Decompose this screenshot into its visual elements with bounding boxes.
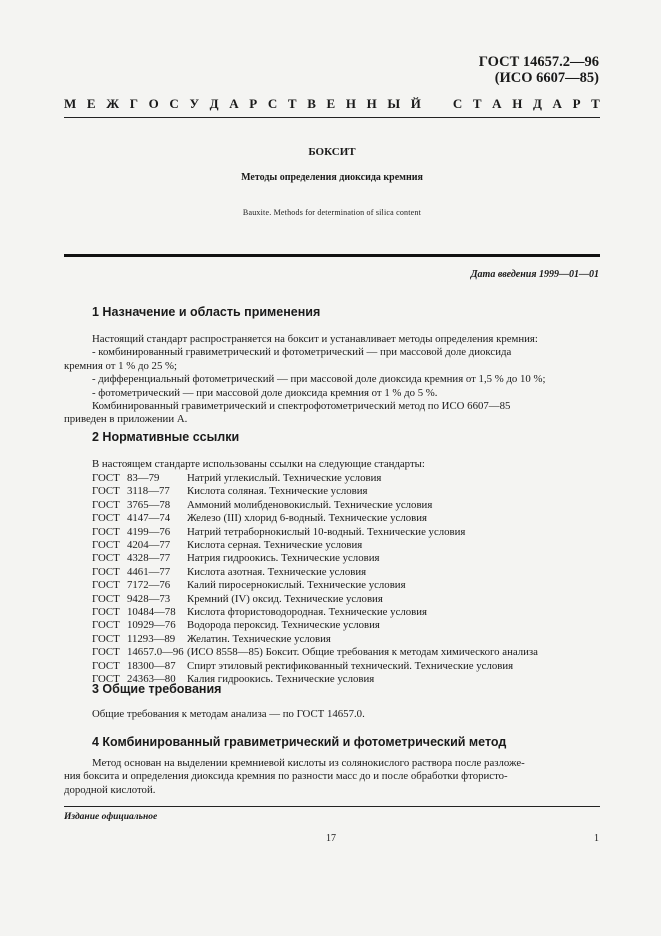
reference-title: Кремний (IV) оксид. Технические условия: [187, 592, 383, 605]
reference-item: [92, 472, 600, 485]
heading-letter: С: [267, 96, 278, 111]
reference-title: Натрия гидроокись. Технические условия: [187, 552, 380, 565]
top-rule: [64, 117, 600, 118]
reference-prefix: ГОСТ: [92, 673, 120, 686]
section-1-line: приведен в приложении А.: [64, 413, 188, 426]
heading-letter: Й: [410, 96, 421, 111]
reference-prefix: ГОСТ: [92, 579, 120, 592]
reference-prefix: ГОСТ: [92, 565, 120, 578]
reference-title: Кислота соляная. Технические условия: [187, 485, 368, 498]
reference-title: Натрий тетраборнокислый 10-водный. Технические условия: [187, 525, 466, 538]
reference-item: [92, 593, 600, 606]
reference-title: Натрий углекислый. Технические условия: [187, 472, 382, 484]
official-edition-label: Издание официальное: [64, 812, 158, 822]
reference-item: [92, 539, 600, 552]
heading-letter: А: [492, 96, 502, 111]
heading-letter: Т: [591, 96, 600, 111]
reference-title: Кислота серная. Технические условия: [187, 539, 363, 552]
reference-title: (ИСО 8558—85) Боксит. Общие требования к методам химического анализа: [187, 646, 538, 659]
gost-code-block: [479, 54, 599, 86]
gost-number: ГОСТ 14657.2—96: [478, 54, 599, 70]
reference-prefix: ГОСТ: [92, 632, 120, 645]
reference-item: [92, 606, 600, 619]
heading-letter: У: [189, 96, 199, 111]
heading-letter: Д: [209, 96, 219, 111]
heading-letter: О: [148, 96, 159, 111]
heading-letter: Е: [326, 96, 336, 111]
section-2-intro: [92, 458, 600, 471]
reference-prefix: ГОСТ: [92, 498, 120, 511]
reference-item: [92, 485, 600, 498]
section-4-line: дородной кислотой.: [64, 783, 156, 796]
heading-letter: С: [452, 96, 463, 111]
reference-prefix: ГОСТ: [92, 485, 120, 498]
reference-item: [92, 526, 600, 539]
reference-item: [92, 633, 600, 646]
reference-number: 14657.0—96: [127, 646, 184, 659]
reference-item: [92, 619, 600, 632]
heading-letter: Р: [572, 96, 581, 111]
heading-letter: Е: [86, 96, 96, 111]
reference-number: 3765—78: [127, 498, 171, 511]
heading-letter: Н: [345, 96, 356, 111]
reference-number: 18300—87: [127, 659, 176, 672]
reference-number: 24363—80: [127, 673, 176, 686]
section-4-body: [64, 757, 600, 797]
heading-letter: Т: [287, 96, 297, 111]
reference-prefix: ГОСТ: [92, 592, 120, 605]
section-4-heading: 4 Комбинированный гравиметрический и фотометрический метод: [92, 735, 507, 749]
heading-letter: С: [169, 96, 179, 111]
section-3-heading: 3 Общие требования: [92, 682, 222, 696]
section-2-heading: 2 Нормативные ссылки: [92, 430, 240, 444]
reference-prefix: ГОСТ: [92, 619, 120, 632]
reference-prefix: ГОСТ: [92, 659, 120, 672]
reference-prefix: ГОСТ: [92, 512, 120, 525]
reference-title: Водорода пероксид. Технические условия: [187, 619, 380, 632]
heading-letter: А: [552, 96, 562, 111]
heading-letter: Т: [472, 96, 482, 111]
footer-rule: [64, 806, 600, 807]
heading-letter: А: [229, 96, 239, 111]
reference-item: [92, 566, 600, 579]
heading-letter: Г: [129, 96, 139, 111]
introduction-date: Дата введения 1999—01—01: [470, 269, 599, 280]
reference-number: 4204—77: [127, 539, 171, 552]
reference-prefix: ГОСТ: [92, 552, 120, 565]
reference-item: [92, 512, 600, 525]
heading-letter: Ж: [106, 96, 120, 111]
reference-title: Железо (III) хлорид 6-водный. Технические условия: [187, 512, 427, 525]
reference-title: Кислота азотная. Технические условия: [187, 565, 367, 578]
heading-letter: В: [307, 96, 316, 111]
reference-title: Калий пиросернокислый. Технические условия: [187, 579, 406, 592]
section-1-line: Комбинированный гравиметрический и спектрофотометрический метод по ИСО 6607—85: [92, 400, 511, 413]
reference-number: 11293—89: [127, 632, 176, 645]
reference-title: Спирт этиловый ректификованный технический. Технические условия: [187, 659, 514, 672]
heading-letter: Д: [532, 96, 542, 111]
reference-item: [92, 646, 600, 659]
reference-item: [92, 499, 600, 512]
heading-letter: Р: [249, 96, 258, 111]
reference-title: Аммоний молибденовокислый. Технические условия: [187, 498, 433, 511]
reference-prefix: ГОСТ: [92, 606, 120, 619]
section-4-line: ния боксита и определения диоксида кремния по разности масс до и после обработки фтористо-: [64, 770, 508, 783]
section-1-line: - дифференциальный фотометрический — при массовой доле диоксида кремния от 1,5 % до 10 %;: [92, 373, 546, 386]
reference-number: 4199—76: [127, 525, 171, 538]
heading-letter: М: [64, 96, 77, 111]
sheet-number: 1: [594, 833, 599, 844]
section-1-line: - фотометрический — при массовой доле диоксида кремния от 1 % до 5 %.: [92, 386, 438, 399]
reference-prefix: ГОСТ: [92, 646, 120, 659]
heading-letter: Н: [512, 96, 523, 111]
section-3-line: Общие требования к методам анализа — по ГОСТ 14657.0.: [92, 708, 365, 720]
normative-references-list: [92, 472, 600, 687]
section-1-line: - комбинированный гравиметрический и фотометрический — при массовой доле диоксида: [92, 346, 512, 359]
page-number: 17: [326, 833, 336, 844]
iso-number: (ИСО 6607—85): [494, 70, 599, 86]
section-1-line: кремния от 1 % до 25 %;: [64, 359, 178, 372]
reference-prefix: ГОСТ: [92, 525, 120, 538]
reference-number: 4461—77: [127, 565, 171, 578]
reference-prefix: ГОСТ: [92, 472, 120, 484]
reference-title: Калия гидроокись. Технические условия: [187, 673, 375, 686]
reference-number: 3118—77: [127, 485, 170, 498]
section-2-intro-line: В настоящем стандарте использованы ссылки на следующие стандарты:: [92, 458, 425, 470]
reference-title: Желатин. Технические условия: [187, 632, 331, 645]
reference-number: 4328—77: [127, 552, 171, 565]
heading-letter: Н: [366, 96, 377, 111]
reference-item: [92, 579, 600, 592]
document-title: БОКСИТ: [308, 146, 356, 158]
reference-item: [92, 552, 600, 565]
interstate-standard-heading: [64, 96, 600, 112]
english-title: Bauxite. Methods for determination of silica content: [242, 208, 422, 217]
reference-number: 7172—76: [127, 579, 171, 592]
section-1-heading: 1 Назначение и область применения: [92, 305, 321, 319]
header-divider: [64, 254, 600, 257]
section-3-body: [92, 708, 600, 721]
reference-number: 9428—73: [127, 592, 171, 605]
section-4-line: Метод основан на выделении кремниевой кислоты из солянокислого раствора после разложе-: [92, 757, 525, 769]
heading-letter: Ы: [387, 96, 401, 111]
reference-item: [92, 660, 600, 673]
reference-number: 10484—78: [127, 606, 176, 619]
reference-title: Кислота фтористоводородная. Технические условия: [187, 606, 427, 619]
section-1-line: Настоящий стандарт распространяется на боксит и устанавливает методы определения кремния:: [92, 333, 538, 345]
reference-prefix: ГОСТ: [92, 539, 120, 552]
section-1-body: [64, 333, 600, 427]
reference-number: 4147—74: [127, 512, 171, 525]
document-subtitle: Методы определения диоксида кремния: [241, 172, 423, 183]
reference-number: 83—79: [127, 472, 160, 484]
reference-number: 10929—76: [127, 619, 176, 632]
